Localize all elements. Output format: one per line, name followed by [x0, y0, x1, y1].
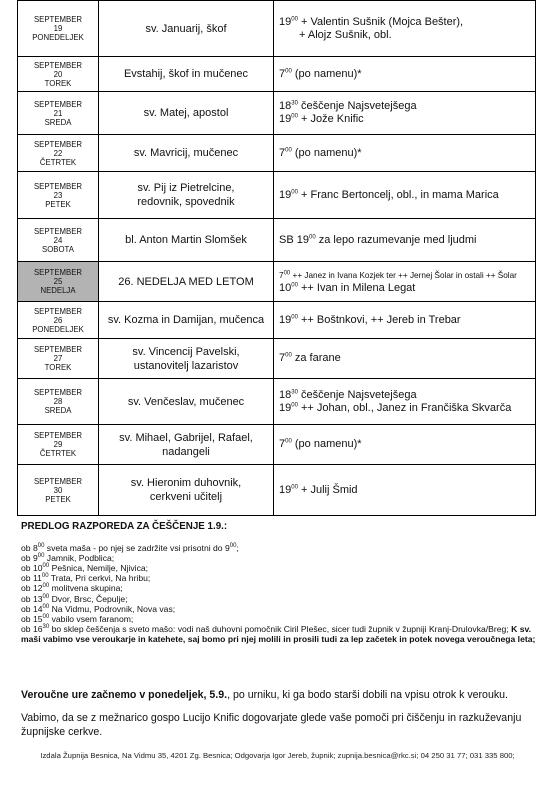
adoration-slot	[21, 614, 536, 624]
mass-intention	[279, 100, 530, 113]
mass-hour: 19	[279, 113, 292, 125]
month-label: SEPTEMBER	[33, 139, 83, 149]
mass-intentions-cell	[274, 219, 536, 262]
feast-name: Evstahij, škof in mučenec	[123, 68, 249, 80]
month-label: SEPTEMBER	[33, 476, 83, 486]
day-number: 22	[53, 148, 63, 158]
mass-minutes: 30	[291, 388, 298, 395]
day-number: 26	[53, 315, 63, 325]
mass-intention	[279, 68, 530, 81]
weekday-label: SOBOTA	[42, 244, 74, 254]
mass-hour: 18	[279, 100, 292, 112]
month-label: SEPTEMBER	[33, 99, 83, 109]
feast-cell	[99, 425, 274, 465]
slot-minutes: 00	[37, 553, 45, 560]
feast-name: sv. Pij iz Pietrelcine,	[137, 182, 235, 194]
slot-minutes: 00	[42, 563, 50, 570]
mass-minutes: 00	[285, 352, 292, 359]
mass-minutes: 00	[285, 67, 292, 74]
mass-minutes: 00	[291, 281, 298, 288]
slot-minutes: 00	[42, 613, 50, 620]
slot-hour: ob 12	[21, 583, 43, 594]
weekday-label: SREDA	[44, 117, 72, 127]
day-number: 19	[53, 24, 63, 33]
mass-minutes: 00	[291, 313, 298, 320]
date-cell	[18, 219, 99, 262]
schedule-row	[18, 465, 536, 516]
slot-hour: ob 10	[21, 563, 43, 574]
mass-intention	[279, 29, 530, 42]
weekday-label: PONEDELJEK	[32, 324, 84, 334]
date-cell	[18, 135, 99, 172]
mass-intention-text: za lepo razumevanje med ljudmi	[318, 233, 477, 246]
slot-groups: vabilo vsem faranom;	[49, 613, 134, 624]
feast-cell	[99, 172, 274, 219]
mass-intentions-cell	[274, 92, 536, 135]
schedule-row	[18, 172, 536, 219]
mass-intentions-cell	[274, 339, 536, 379]
month-label: SEPTEMBER	[33, 226, 83, 236]
mass-hour: 19	[279, 401, 292, 414]
day-number: 30	[53, 485, 63, 495]
adoration-closing: ob $16^{30}$ bo sklep češčenja s sveto mašo: vodi naš duhovni pomočnik Ciril Plešec, sicer tudi župnik v župniji Kranj-Drulovka/Breg; K sv. maši vabimo vse veroukarje in katehete, saj bomo pri njej molili in prosili tudi za lep začetek in potek novega veroučnega leta;	[21, 623, 536, 644]
feast-name: sv. Matej, apostol	[143, 107, 229, 119]
catechism-notice: Veroučne ure začnemo v ponedeljek, 5.9., po urniku, ki ga bodo starši dobili na vpisu otrok k verouku.	[21, 689, 508, 701]
mass-minutes: 00	[291, 401, 298, 408]
feast-cell	[99, 219, 274, 262]
feast-cell	[99, 379, 274, 425]
mass-intentions-cell	[274, 172, 536, 219]
slot-hour: ob 9	[21, 553, 38, 564]
mass-intention	[279, 402, 530, 415]
feast-name: redovnik, spovednik	[137, 196, 235, 208]
mass-intention-text: (po namenu)*	[294, 67, 362, 80]
day-number: 27	[53, 354, 63, 363]
slot-hour: ob 15	[21, 613, 43, 624]
mass-intention	[279, 389, 530, 402]
feast-name: sv. Mihael, Gabrijel, Rafael,	[119, 431, 253, 444]
mass-intention-text: + Valentin Sušnik (Mojca Bešter),	[301, 15, 464, 28]
mass-intention	[279, 234, 530, 247]
mass-schedule-table	[17, 0, 536, 516]
schedule-row	[18, 262, 536, 302]
mass-location: SB	[279, 233, 297, 246]
mass-intention	[279, 16, 530, 29]
slot-groups: Pešnica, Nemilje, Njivica;	[49, 563, 149, 574]
weekday-label: ČETRTEK	[39, 157, 77, 167]
mass-intention-text: češčenje Najsvetejšega	[301, 388, 417, 401]
day-number: 29	[53, 440, 63, 449]
adoration-slot	[21, 604, 536, 614]
feast-name: sv. Mavricij, mučenec	[133, 147, 239, 159]
mass-minutes: 00	[291, 188, 298, 195]
mass-intention	[279, 352, 530, 365]
adoration-schedule	[21, 543, 536, 644]
month-label: SEPTEMBER	[33, 268, 83, 277]
date-cell	[18, 92, 99, 135]
adoration-section	[21, 522, 536, 644]
feast-name: ustanovitelj lazaristov	[133, 359, 239, 372]
adoration-slot	[21, 583, 536, 593]
mass-intention-text: ++ Johan, obl., Janez in Frančiška Skvarča	[301, 401, 512, 414]
feast-name: sv. Vincencij Pavelski,	[132, 345, 240, 358]
schedule-row	[18, 1, 536, 57]
feast-cell	[99, 135, 274, 172]
date-cell	[18, 1, 99, 57]
adoration-slot	[21, 573, 536, 583]
mass-intentions-cell	[274, 379, 536, 425]
weekday-label: TOREK	[44, 78, 72, 88]
day-number: 28	[53, 397, 63, 406]
feast-name: sv. Kozma in Damijan, mučenca	[107, 314, 265, 326]
mass-intentions-cell	[274, 302, 536, 339]
date-cell	[18, 465, 99, 516]
mass-minutes: 00	[291, 15, 298, 22]
day-number: 20	[53, 69, 63, 79]
slot-hour: ob 11	[21, 573, 42, 584]
date-cell	[18, 339, 99, 379]
date-cell	[18, 302, 99, 339]
schedule-row	[18, 57, 536, 92]
mass-minutes: 00	[285, 438, 292, 445]
mass-intention-text: češčenje Najsvetejšega	[301, 100, 417, 112]
mass-intention-text: za farane	[294, 352, 341, 364]
feast-cell	[99, 339, 274, 379]
weekday-label: PETEK	[45, 494, 71, 504]
day-number: 25	[53, 277, 63, 286]
mass-intention	[279, 189, 530, 202]
feast-cell	[99, 302, 274, 339]
month-label: SEPTEMBER	[33, 181, 83, 191]
cleaning-notice: Vabimo, da se z mežnarico gospo Lucijo Knific dogovarjate glede vaše pomoči pri čiščenju in razkuževanju župnijske cerkve.	[21, 712, 522, 738]
slot-groups: Jamnik, Podblica;	[44, 553, 115, 564]
weekday-label: SREDA	[44, 406, 72, 415]
mass-intention-text: (po namenu)*	[294, 146, 362, 159]
feast-name: sv. Hieronim duhovnik,	[130, 477, 242, 489]
mass-intention	[279, 269, 530, 282]
date-cell	[18, 262, 99, 302]
mass-intention	[279, 314, 530, 327]
mass-minutes: 00	[291, 113, 298, 120]
day-number: 21	[53, 108, 63, 118]
mass-intention-text: (po namenu)*	[294, 438, 362, 450]
date-cell	[18, 425, 99, 465]
schedule-row	[18, 302, 536, 339]
slot-groups: Na Vidmu, Podrovnik, Nova vas;	[49, 603, 176, 614]
adoration-slot	[21, 594, 536, 604]
mass-intentions-cell	[274, 135, 536, 172]
mass-hour: 19	[279, 483, 292, 496]
mass-hour: 19	[296, 233, 309, 246]
adoration-slot	[21, 553, 536, 563]
date-cell	[18, 57, 99, 92]
mass-intentions-cell	[274, 57, 536, 92]
month-label: SEPTEMBER	[33, 306, 83, 316]
feast-name: sv. Venčeslav, mučenec	[127, 395, 245, 408]
slot-minutes: 00	[41, 573, 49, 580]
mass-hour: 19	[279, 188, 292, 201]
slot-groups: molitvena skupina;	[49, 583, 123, 594]
mass-hour: 7	[279, 270, 284, 280]
mass-intention	[279, 438, 530, 451]
mass-hour: 7	[279, 67, 286, 80]
day-number: 24	[53, 235, 63, 245]
schedule-row	[18, 339, 536, 379]
feast-cell	[99, 465, 274, 516]
slot-hour: ob 13	[21, 593, 43, 604]
mass-intentions-cell	[274, 425, 536, 465]
mass-minutes: 00	[291, 483, 298, 490]
schedule-row	[18, 425, 536, 465]
mass-minutes: 00	[285, 146, 292, 153]
mass-intentions-cell	[274, 465, 536, 516]
slot-minutes: 00	[42, 583, 50, 590]
month-label: SEPTEMBER	[33, 345, 83, 354]
mass-intention	[279, 147, 530, 160]
feast-name: nadangeli	[162, 445, 210, 458]
mass-intention	[279, 484, 530, 497]
mass-hour: 7	[279, 146, 286, 159]
mass-hour: 7	[279, 438, 286, 450]
weekday-label: NEDELJA	[40, 286, 76, 295]
mass-intention-text: + Franc Bertoncelj, obl., in mama Marica	[301, 188, 499, 201]
mass-intentions-cell	[274, 1, 536, 57]
adoration-title: PREDLOG RAZPOREDA ZA ČEŠČENJE 1.9.:	[21, 521, 228, 532]
feast-name: 26. NEDELJA MED LETOM	[118, 275, 254, 288]
mass-intention-text: + Jože Knific	[301, 113, 364, 125]
date-cell	[18, 172, 99, 219]
mass-minutes: 00	[308, 233, 316, 240]
mass-intention-text: ++ Janez in Ivana Kozjek ter ++ Jernej Šolar in ostali ++ Šolar	[292, 270, 517, 280]
date-cell	[18, 379, 99, 425]
adoration-intro: ob $8^{00}$ sveta maša - po njej se zadržite vsi prisotni do $9^{00}$;	[21, 543, 239, 554]
weekday-label: PONEDELJEK	[32, 33, 84, 42]
feast-name: sv. Januarij, škof	[145, 22, 227, 35]
mass-hour: 18	[279, 388, 292, 401]
mass-intention-text: + Julij Šmid	[301, 483, 358, 496]
weekday-label: PETEK	[45, 199, 71, 209]
feast-cell	[99, 262, 274, 302]
mass-hour: 19	[279, 313, 292, 326]
mass-intention-text: ++ Boštnkovi, ++ Jereb in Trebar	[301, 313, 461, 326]
mass-intentions-cell	[274, 262, 536, 302]
feast-name: bl. Anton Martin Slomšek	[125, 234, 247, 246]
month-label: SEPTEMBER	[33, 15, 83, 24]
mass-minutes: 00	[283, 269, 291, 276]
feast-cell	[99, 92, 274, 135]
slot-groups: Dvor, Brsc, Čepulje;	[49, 593, 128, 604]
slot-hour: ob 14	[21, 603, 43, 614]
feast-cell	[99, 57, 274, 92]
day-number: 23	[53, 190, 63, 200]
adoration-slot	[21, 563, 536, 573]
mass-intention-text: ++ Ivan in Milena Legat	[301, 281, 416, 294]
mass-hour: 7	[279, 352, 286, 364]
schedule-row	[18, 135, 536, 172]
mass-intention	[279, 113, 530, 126]
feast-name: cerkveni učitelj	[149, 491, 223, 503]
mass-intention-text: + Alojz Sušnik, obl.	[299, 28, 392, 41]
slot-minutes: 00	[42, 593, 50, 600]
month-label: SEPTEMBER	[33, 431, 83, 440]
feast-cell	[99, 1, 274, 57]
footer-contact: Izdala Župnija Besnica, Na Vidmu 35, 4201 Zg. Besnica; Odgovarja Igor Jereb, župnik; zupnija.besnica@rkc.si; 04 250 31 77; 031 335 800;	[40, 751, 515, 760]
schedule-row	[18, 379, 536, 425]
mass-hour: 19	[279, 15, 292, 28]
month-label: SEPTEMBER	[33, 60, 83, 70]
month-label: SEPTEMBER	[33, 388, 83, 397]
schedule-row	[18, 219, 536, 262]
weekday-label: TOREK	[44, 363, 72, 372]
mass-intention	[279, 282, 530, 295]
schedule-row	[18, 92, 536, 135]
weekday-label: ČETRTEK	[39, 449, 77, 458]
slot-groups: Trata, Pri cerkvi, Na hribu;	[48, 573, 151, 584]
mass-hour: 10	[279, 281, 292, 294]
mass-minutes: 30	[291, 100, 298, 107]
slot-minutes: 00	[42, 603, 50, 610]
